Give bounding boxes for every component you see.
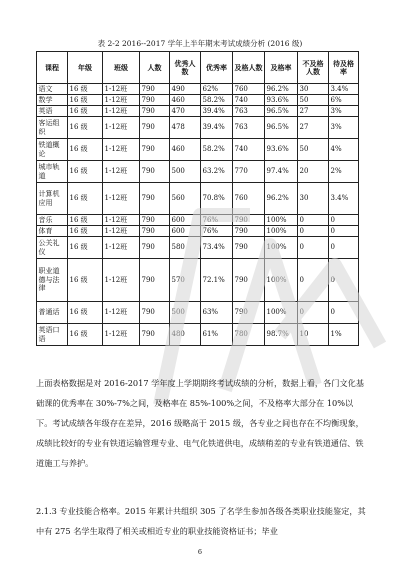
table-header-row (37, 52, 359, 84)
table-cell: 20 (298, 161, 329, 183)
table-row (37, 302, 359, 324)
table-cell: 97.4% (265, 161, 298, 183)
table-cell: 740 (233, 95, 265, 106)
skill-pass-rate-paragraph: 2.1.3 专业技能合格率。2015 年累计共组织 305 了名学生参加各级各类职业技能鉴定，其中有 275 名学生取得了相关或相近专业的职业技能资格证书；毕业 (36, 506, 366, 536)
table-cell: 93.6% (265, 139, 298, 161)
table-cell: 560 (170, 183, 201, 215)
table-row (37, 95, 359, 106)
table-cell: 1-12班 (103, 226, 140, 237)
analysis-paragraph: 上面表格数据是对 2016-2017 学年度上学期期终考试成绩的分析，数据上看，各门文化基础课的优秀率在 30%-7%之间，及格率在 85%-100%之间，不及格率大部分在 10%以下。考试成绩各年级存在差异，2016 级略高于 2015 级，各专业之间也存在不均衡现象，成绩比较好的专业有铁道运输管理专业、电气化铁道供电，成绩稍差的专业有铁道通信、铁道施工与养护。 (36, 378, 365, 468)
table-cell: 76% (201, 215, 233, 226)
table-cell: 72.1% (201, 259, 233, 302)
table-cell: 58.2% (201, 95, 233, 106)
table-cell: 4% (329, 139, 359, 161)
table-cell: 3.4% (329, 84, 359, 95)
table-cell: 790 (140, 226, 170, 237)
header-class: 班级 (103, 52, 140, 84)
table-cell: 0 (298, 259, 329, 302)
table-cell: 30 (298, 183, 329, 215)
table-cell: 790 (140, 95, 170, 106)
table-cell: 0 (329, 259, 359, 302)
table-row (37, 259, 359, 302)
table-cell: 1-12班 (103, 324, 140, 346)
table-cell: 16 级 (68, 226, 103, 237)
grades-table (36, 51, 359, 346)
table-cell: 790 (233, 215, 265, 226)
table-cell: 普通话 (37, 302, 68, 324)
table-cell: 16 级 (68, 237, 103, 259)
header-grade: 年级 (68, 52, 103, 84)
table-cell: 790 (140, 106, 170, 117)
table-cell: 16 级 (68, 302, 103, 324)
table-cell: 50 (298, 95, 329, 106)
table-row (37, 215, 359, 226)
table-cell: 3.4% (329, 183, 359, 215)
header-pending-rate: 待及格率 (329, 52, 359, 84)
table-cell: 580 (170, 237, 201, 259)
table-cell: 2% (329, 161, 359, 183)
table-cell: 16 级 (68, 161, 103, 183)
table-cell: 3% (329, 106, 359, 117)
table-cell: 58.2% (201, 139, 233, 161)
table-cell: 570 (170, 259, 201, 302)
table-cell: 790 (233, 259, 265, 302)
table-cell: 460 (170, 95, 201, 106)
table-cell: 16 级 (68, 84, 103, 95)
table-cell: 790 (233, 226, 265, 237)
table-row (37, 324, 359, 346)
table-caption: 表 2-2 2016--2017 学年上半年期末考试成绩分析 (2016 级) (97, 39, 303, 48)
table-cell: 790 (140, 259, 170, 302)
header-pass-rate: 及格率 (265, 52, 298, 84)
table-cell: 16 级 (68, 183, 103, 215)
table-cell: 63% (201, 302, 233, 324)
table-cell: 16 级 (68, 117, 103, 139)
table-cell: 470 (170, 106, 201, 117)
table-cell: 760 (233, 84, 265, 95)
table-cell: 770 (233, 161, 265, 183)
table-cell: 100% (265, 302, 298, 324)
table-cell: 3% (329, 117, 359, 139)
table-cell: 城市轨道 (37, 161, 68, 183)
table-cell: 100% (265, 226, 298, 237)
table-cell: 763 (233, 117, 265, 139)
table-row (37, 84, 359, 95)
table-cell: 0 (329, 302, 359, 324)
table-cell: 500 (170, 302, 201, 324)
table-cell: 英语口语 (37, 324, 68, 346)
table-cell: 100% (265, 259, 298, 302)
page-number: 6 (197, 548, 203, 556)
table-cell: 790 (140, 237, 170, 259)
table-cell: 63.2% (201, 161, 233, 183)
table-cell: 763 (233, 106, 265, 117)
header-excellent-count: 优秀人数 (170, 52, 201, 84)
table-cell: 公关礼仪 (37, 237, 68, 259)
table-cell: 1-12班 (103, 237, 140, 259)
table-cell: 478 (170, 117, 201, 139)
table-row (37, 106, 359, 117)
table-cell: 0 (298, 215, 329, 226)
table-cell: 1-12班 (103, 106, 140, 117)
table-cell: 1-12班 (103, 84, 140, 95)
table-cell: 96.2% (265, 183, 298, 215)
table-cell: 480 (170, 324, 201, 346)
table-cell: 16 级 (68, 139, 103, 161)
table-cell: 39.4% (201, 106, 233, 117)
table-cell: 460 (170, 139, 201, 161)
table-cell: 1-12班 (103, 259, 140, 302)
table-cell: 1-12班 (103, 95, 140, 106)
table-cell: 790 (140, 183, 170, 215)
table-cell: 计算机应用 (37, 183, 68, 215)
table-cell: 100% (265, 215, 298, 226)
table-cell: 790 (140, 161, 170, 183)
table-cell: 790 (140, 117, 170, 139)
table-cell: 790 (140, 215, 170, 226)
table-cell: 500 (170, 161, 201, 183)
header-excellent-rate: 优秀率 (201, 52, 233, 84)
table-cell: 27 (298, 117, 329, 139)
table-cell: 93.6% (265, 95, 298, 106)
table-cell: 1-12班 (103, 183, 140, 215)
table-cell: 96.5% (265, 106, 298, 117)
table-cell: 10 (298, 324, 329, 346)
table-cell: 16 级 (68, 215, 103, 226)
table-cell: 790 (140, 84, 170, 95)
table-row (37, 117, 359, 139)
table-cell: 16 级 (68, 324, 103, 346)
table-cell: 61% (201, 324, 233, 346)
table-cell: 16 级 (68, 95, 103, 106)
table-cell: 96.5% (265, 117, 298, 139)
header-course: 课程 (37, 52, 68, 84)
table-cell: 740 (233, 139, 265, 161)
table-cell: 1-12班 (103, 139, 140, 161)
table-row (37, 226, 359, 237)
table-cell: 音乐 (37, 215, 68, 226)
table-cell: 0 (298, 302, 329, 324)
table-row (37, 237, 359, 259)
table-cell: 1% (329, 324, 359, 346)
header-fail-count: 不及格人数 (298, 52, 329, 84)
table-cell: 1-12班 (103, 215, 140, 226)
table-row (37, 183, 359, 215)
table-cell: 职业道德与法律 (37, 259, 68, 302)
table-cell: 6% (329, 95, 359, 106)
table-cell: 100% (265, 237, 298, 259)
table-cell: 790 (233, 302, 265, 324)
table-cell: 790 (140, 302, 170, 324)
table-cell: 70.8% (201, 183, 233, 215)
table-cell: 39.4% (201, 117, 233, 139)
table-cell: 1-12班 (103, 117, 140, 139)
table-cell: 16 级 (68, 106, 103, 117)
table-cell: 96.2% (265, 84, 298, 95)
table-cell: 50 (298, 139, 329, 161)
table-cell: 0 (298, 226, 329, 237)
table-cell: 490 (170, 84, 201, 95)
table-cell: 600 (170, 226, 201, 237)
table-cell: 600 (170, 215, 201, 226)
table-cell: 790 (140, 324, 170, 346)
table-row (37, 161, 359, 183)
header-pass-count: 及格人数 (233, 52, 265, 84)
table-cell: 1-12班 (103, 302, 140, 324)
table-cell: 790 (233, 237, 265, 259)
table-cell: 30 (298, 84, 329, 95)
table-cell: 铁道概论 (37, 139, 68, 161)
table-cell: 1-12班 (103, 161, 140, 183)
table-cell: 0 (329, 237, 359, 259)
table-cell: 73.4% (201, 237, 233, 259)
table-cell: 780 (233, 324, 265, 346)
table-cell: 27 (298, 106, 329, 117)
table-cell: 0 (329, 226, 359, 237)
table-cell: 0 (329, 215, 359, 226)
table-cell: 760 (233, 183, 265, 215)
table-cell: 英语 (37, 106, 68, 117)
table-cell: 0 (298, 237, 329, 259)
table-cell: 98.7% (265, 324, 298, 346)
header-count: 人数 (140, 52, 170, 84)
table-row (37, 139, 359, 161)
table-cell: 语文 (37, 84, 68, 95)
table-cell: 62% (201, 84, 233, 95)
table-cell: 体育 (37, 226, 68, 237)
table-cell: 数学 (37, 95, 68, 106)
table-cell: 客运组织 (37, 117, 68, 139)
table-cell: 76% (201, 226, 233, 237)
table-cell: 790 (140, 139, 170, 161)
table-cell: 16 级 (68, 259, 103, 302)
